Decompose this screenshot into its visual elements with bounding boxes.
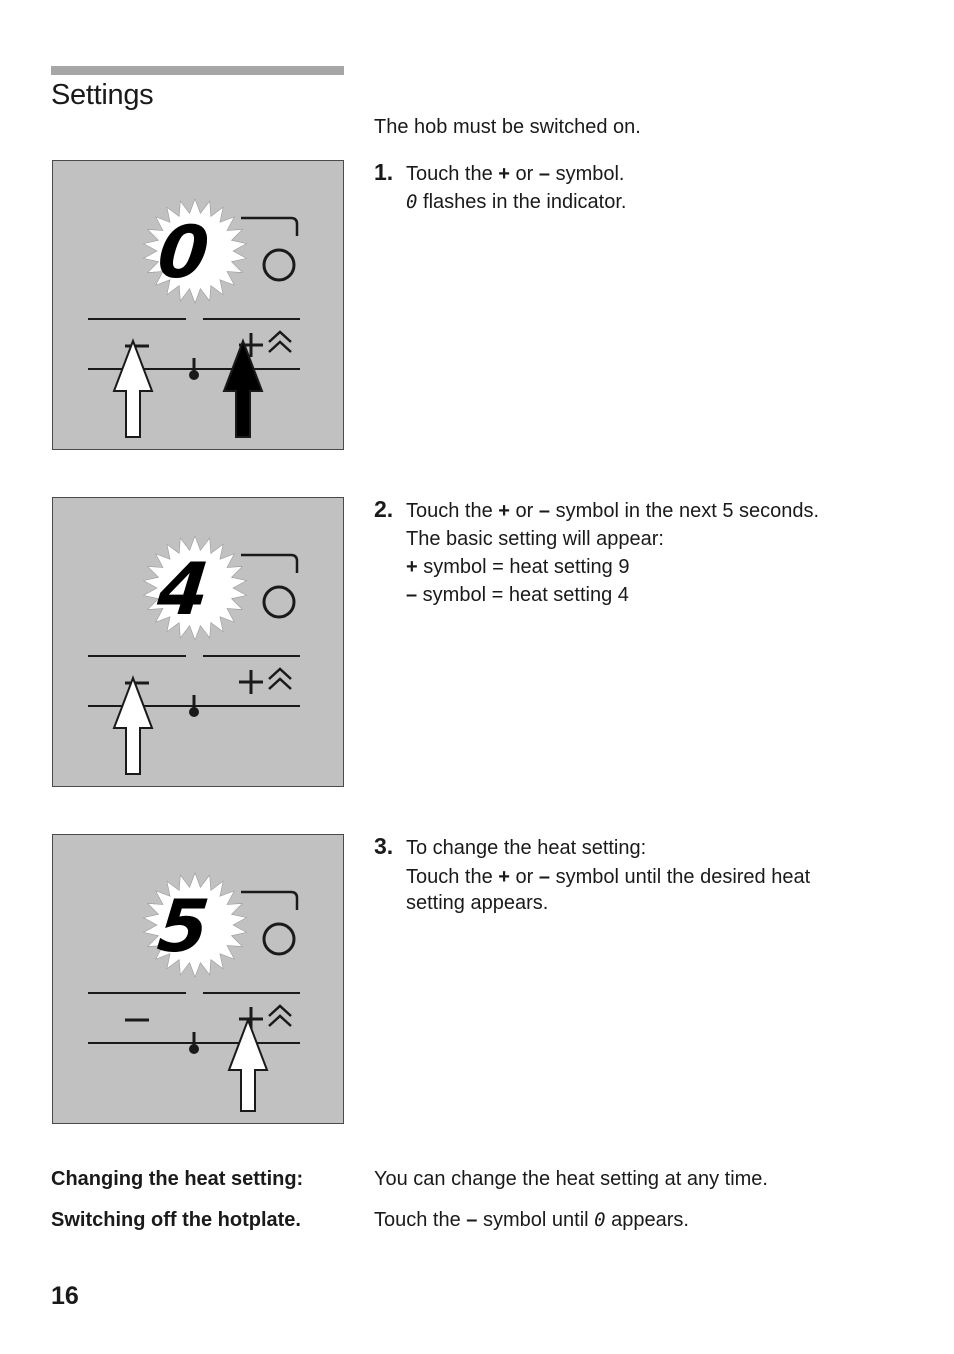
cooking-zone-icon (241, 892, 297, 910)
cooking-zone-icon (241, 555, 297, 573)
step-instruction: Touch the + or – symbol. (406, 163, 625, 185)
touch-arrow-minus-icon (114, 341, 152, 437)
step-number: 3. (374, 833, 394, 859)
cooking-zone-icon (241, 218, 297, 236)
step-result: 0 flashes in the indicator. (406, 191, 627, 213)
section-rule (51, 66, 344, 75)
step-number: 2. (374, 496, 394, 522)
control-panel-illustration-1 (52, 160, 344, 450)
control-panel-illustration-2 (52, 497, 344, 787)
changing-heat-text: You can change the heat setting at any time. (374, 1168, 768, 1190)
boost-chevron-icon (269, 332, 291, 352)
minus-symbol: – (538, 500, 551, 522)
hob-control-graphic (53, 161, 343, 449)
step-instruction: Touch the + or – symbol in the next 5 seconds. (406, 500, 820, 522)
minus-setting: – symbol = heat setting 4 (406, 584, 629, 606)
step-instruction: Touch the + or – symbol until the desired heat setting appears. (406, 866, 811, 914)
plus-symbol: + (498, 163, 510, 185)
page-title: Settings (51, 79, 154, 111)
changing-heat-label: Changing the heat setting: (51, 1168, 304, 1190)
boost-chevron-icon (269, 669, 291, 689)
step-note: The basic setting will appear: (406, 528, 664, 550)
plus-setting: + symbol = heat setting 9 (406, 556, 630, 578)
step-heading: To change the heat setting: (406, 837, 647, 859)
touch-arrow-plus-icon (224, 341, 262, 437)
intro-text: The hob must be switched on. (374, 116, 641, 138)
display-digit: 0 (153, 211, 213, 295)
hob-control-graphic (53, 498, 343, 786)
touch-arrow-plus-icon (229, 1020, 267, 1111)
display-digit: 5 (153, 885, 213, 969)
hob-control-graphic (53, 835, 343, 1123)
control-panel-illustration-3 (52, 834, 344, 1124)
display-digit: 4 (153, 548, 213, 632)
switching-off-text: Touch the – symbol until 0 appears. (374, 1209, 689, 1231)
switching-off-label: Switching off the hotplate. (51, 1209, 301, 1231)
page-number: 16 (51, 1282, 79, 1310)
plus-icon (239, 670, 263, 694)
indicator-digit: 0 (406, 191, 418, 213)
step-number: 1. (374, 159, 394, 185)
plus-symbol: + (498, 500, 510, 522)
touch-arrow-minus-icon (114, 678, 152, 774)
boost-chevron-icon (269, 1006, 291, 1026)
minus-symbol: – (538, 163, 551, 185)
